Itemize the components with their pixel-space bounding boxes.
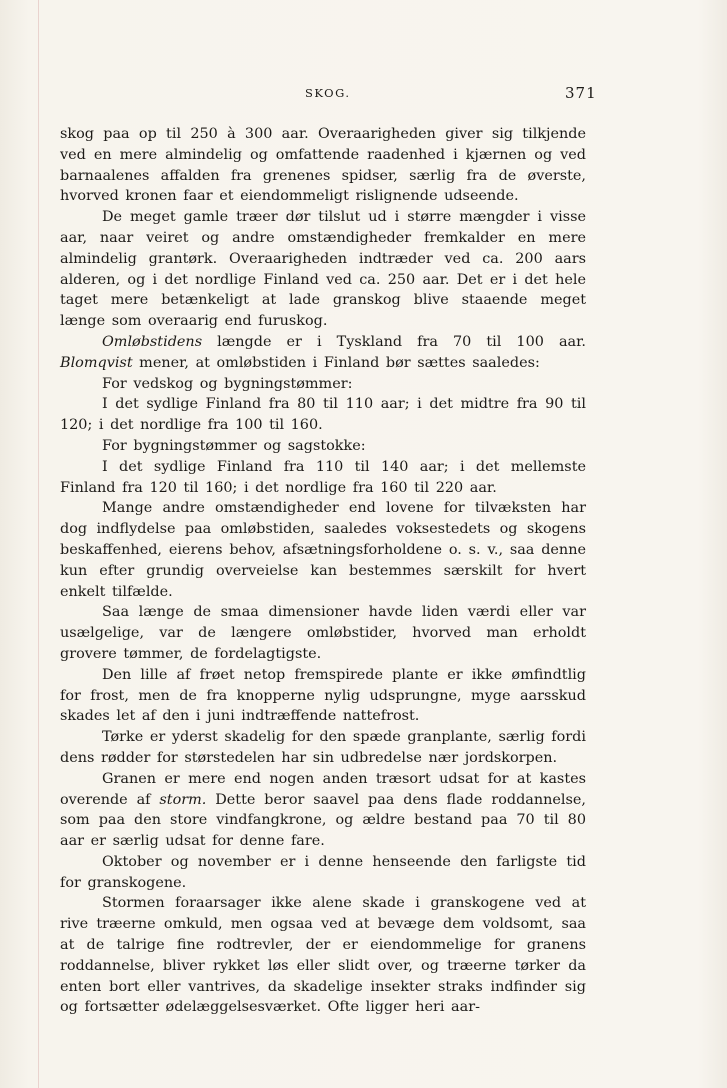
paragraph-13: Oktober og november er i denne henseende den farligste tid for granskogene.	[60, 853, 586, 891]
paragraph-7: I det sydlige Finland fra 110 til 140 aar; i det mellemste Finland fra 120 til 160; i det nordlige fra 160 til 220 aar.	[60, 458, 586, 496]
paragraph-12-start: Granen er mere end nogen anden træsort udsat for at kastes overende af	[60, 770, 586, 808]
paragraph-3-end: mener, at omløbstiden i Finland bør sættes saaledes:	[132, 354, 540, 371]
paragraph-9: Saa længe de smaa dimensioner havde liden værdi eller var usælgelige, var de længere omløbstider, hvorved man erholdt grovere tømmer, de fordelagtigste.	[60, 604, 586, 662]
paragraph-5: I det sydlige Finland fra 80 til 110 aar; i det midtre fra 90 til 120; i det nordlige fra 100 til 160.	[60, 396, 586, 434]
paragraph-12	[60, 769, 586, 852]
paragraph-10: Den lille af frøet netop fremspirede plante er ikke ømfindtlig for frost, men de fra knopperne nylig udsprungne, myge aarsskud skades let af den i juni indtræffende nattefrost.	[60, 666, 586, 725]
paragraph-1: skog paa op til 250 à 300 aar. Overaarigheden giver sig tilkjende ved en mere almindelig og omfattende raadenhed i kjærnen og ved barnaalenes affalden fra grenenes spidser, særlig fra de øverste, hvorved kronen faar et eiendommeligt rislignende udseende.	[60, 126, 586, 205]
paragraph-6: For bygningstømmer og sagstokke:	[102, 437, 366, 454]
italic-term: Omløbstidens	[102, 333, 203, 350]
italic-storm: storm.	[159, 791, 207, 808]
paragraph-3-mid: længde er i Tyskland fra 70 til 100 aar.	[202, 333, 586, 350]
page-margin-line	[38, 0, 39, 1088]
paragraph-4: For vedskog og bygningstømmer:	[102, 375, 353, 392]
paragraph-2: De meget gamle træer dør tilslut ud i større mængder i visse aar, naar veiret og andre omstændigheder fremkalder en mere almindelig grantørk. Overaarigheden indtræder ved ca. 200 aars alderen, og i det nordlige Finland ved ca. 250 aar. Det er i det hele taget mere betænkeligt at lade granskog blive staaende meget længe som overaarig end furuskog.	[60, 209, 586, 330]
paragraph-11: Tørke er yderst skadelig for den spæde granplante, særlig fordi dens rødder for størstedelen har sin udbredelse nær jordskorpen.	[60, 729, 586, 766]
running-title: SKOG.	[305, 86, 351, 100]
paragraph-8: Mange andre omstændigheder end lovene for tilvæksten har dog indflydelse paa omløbstiden, saaledes voksestedets og skogens beskaffenhed, eierens behov, afsætningsforholdene o. s. v., saa denne kun efter grundig overveielse kan bestemmes særskilt for hvert enkelt tilfælde.	[60, 500, 586, 600]
italic-author: Blomqvist	[60, 354, 133, 371]
body-text	[60, 124, 586, 1018]
paragraph-3	[60, 332, 586, 374]
paragraph-12-end: Dette beror saavel paa dens flade roddannelse, som paa den store vindfangkrone, og ældre bestand paa 70 til 80 aar er særlig udsat for denne fare.	[60, 791, 587, 850]
page-number: 371	[565, 84, 597, 102]
page-header	[60, 84, 597, 108]
paragraph-14: Stormen foraarsager ikke alene skade i granskogene ved at rive træerne omkuld, men ogsaa ved at bevæge dem voldsomt, saa at de talrige fine rodtrevler, der er eiendommelige for granens roddannelse, bliver rykket løs eller slidt over, og træerne tørker da enten bort eller vantrives, da skadelige insekter straks indfinder sig og fortsætter ødelæggelsesværket. Ofte ligger heri aar-	[60, 895, 586, 1016]
